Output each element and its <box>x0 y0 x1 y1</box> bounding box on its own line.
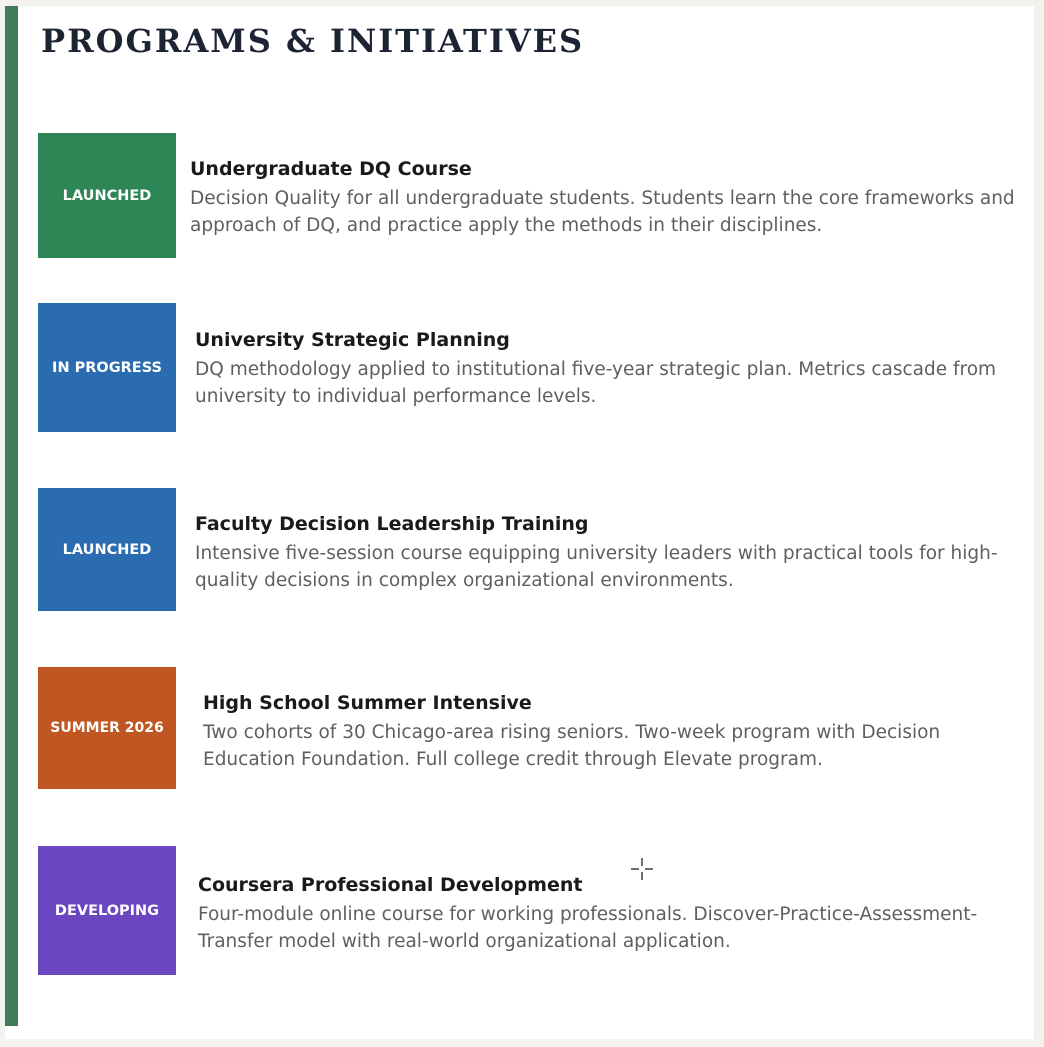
program-text <box>198 873 1028 955</box>
program-text <box>203 691 1033 773</box>
program-description: DQ methodology applied to institutional five-year strategic plan. Metrics cascade from university to individual performance levels. <box>195 359 997 407</box>
status-badge: LAUNCHED <box>38 488 176 611</box>
program-text <box>190 157 1020 239</box>
program-description: Decision Quality for all undergraduate students. Students learn the core frameworks and approach of DQ, and practice apply the methods in their disciplines. <box>190 188 1015 236</box>
program-text <box>195 328 1025 410</box>
programs-panel <box>5 6 1034 1039</box>
program-title: Faculty Decision Leadership Training <box>195 513 589 535</box>
program-title: University Strategic Planning <box>195 329 510 351</box>
program-description: Intensive five-session course equipping university leaders with practical tools for high-quality decisions in complex organizational environments. <box>195 543 998 591</box>
status-badge: DEVELOPING <box>38 846 176 975</box>
page-title: PROGRAMS & INITIATIVES <box>41 22 585 60</box>
program-title: Coursera Professional Development <box>198 874 583 896</box>
program-description: Four-module online course for working professionals. Discover-Practice-Assessment-Transfer model with real-world organizational application. <box>198 904 978 952</box>
program-description: Two cohorts of 30 Chicago-area rising seniors. Two-week program with Decision Education Foundation. Full college credit through Elevate program. <box>203 722 941 770</box>
accent-bar <box>5 6 18 1026</box>
program-text <box>195 512 1025 594</box>
status-badge: LAUNCHED <box>38 133 176 258</box>
program-title: Undergraduate DQ Course <box>190 158 472 180</box>
status-badge: IN PROGRESS <box>38 303 176 432</box>
program-title: High School Summer Intensive <box>203 692 532 714</box>
status-badge: SUMMER 2026 <box>38 667 176 789</box>
crosshair-cursor-icon <box>631 858 653 880</box>
